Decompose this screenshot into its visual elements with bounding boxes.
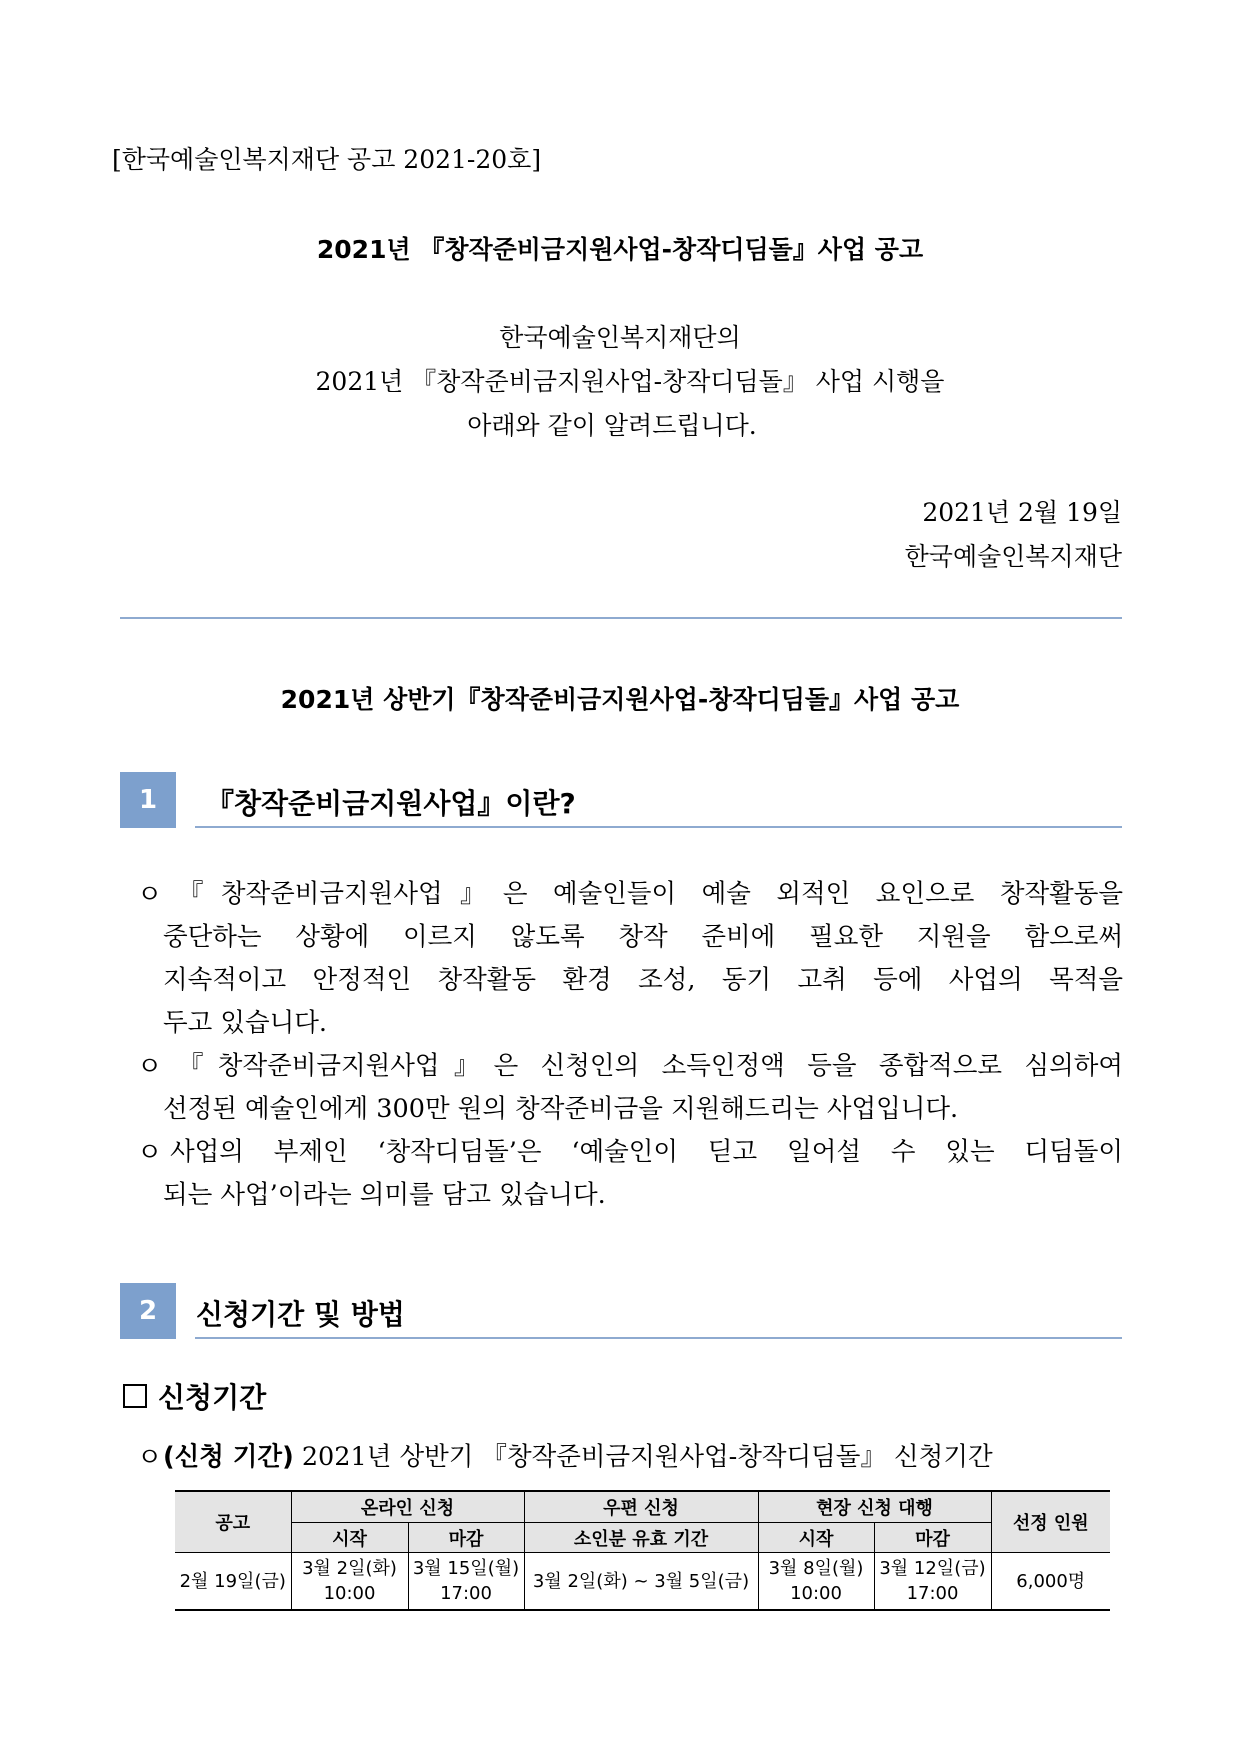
divider xyxy=(120,617,1122,619)
header-selected: 선정 인원 xyxy=(991,1491,1110,1553)
cell-selected: 6,000명 xyxy=(991,1553,1110,1611)
cell-online-end: 3월 15일(월) 17:00 xyxy=(408,1553,524,1611)
para-2-line-2: 선정된 예술인에게 300만 원의 창작준비금을 지원해드리는 사업입니다. xyxy=(163,1094,959,1124)
notice-date: 2021년 2월 19일 xyxy=(922,498,1122,527)
bullet-icon: ㅇ xyxy=(137,1052,163,1082)
header-online-end: 마감 xyxy=(408,1523,524,1553)
organization-name: 한국예술인복지재단 xyxy=(904,542,1122,571)
intro-line-3: 아래와 같이 알려드립니다. xyxy=(467,411,757,440)
bullet-icon: ㅇ xyxy=(137,880,163,910)
para-1-line-3: 지속적이고 안정적인 창작활동 환경 조성, 동기 고취 등에 사업의 목적을 xyxy=(163,965,1123,995)
period-text: 2021년 상반기 『창작준비금지원사업-창작디딤돌』 신청기간 xyxy=(293,1442,993,1472)
header-onsite-start: 시작 xyxy=(758,1523,874,1553)
header-online: 온라인 신청 xyxy=(291,1491,524,1523)
document-title: 2021년 『창작준비금지원사업-창작디딤돌』사업 공고 xyxy=(316,235,924,264)
header-onsite: 현장 신청 대행 xyxy=(758,1491,991,1523)
schedule-table xyxy=(175,1490,1110,1611)
para-3-line-2: 되는 사업’이라는 의미를 담고 있습니다. xyxy=(163,1180,606,1210)
section-2-number: 2 xyxy=(120,1283,176,1339)
para-3-line-1: 사업의 부제인 ‘창작디딤돌’은 ‘예술인이 딛고 일어설 수 있는 디딤돌이 xyxy=(170,1137,1123,1167)
cell-notice: 2월 19일(금) xyxy=(175,1553,291,1611)
para-1-line-2: 중단하는 상황에 이르지 않도록 창작 준비에 필요한 지원을 함으로써 xyxy=(163,922,1123,952)
cell-postal-period: 3월 2일(화) ~ 3월 5일(금) xyxy=(524,1553,758,1611)
para-1-line-1: 『창작준비금지원사업』은 예술인들이 예술 외적인 요인으로 창작활동을 xyxy=(178,879,1123,909)
para-2-line-1: 『창작준비금지원사업』은 신청인의 소득인정액 등을 종합적으로 심의하여 xyxy=(178,1051,1123,1081)
para-1-line-4: 두고 있습니다. xyxy=(163,1008,328,1038)
header-notice: 공고 xyxy=(175,1491,291,1553)
header-postmark: 소인분 유효 기간 xyxy=(524,1523,758,1553)
section-2-title: 신청기간 및 방법 xyxy=(196,1298,405,1331)
section-2-underline xyxy=(195,1337,1122,1339)
section-1-number: 1 xyxy=(120,772,176,828)
cell-online-start: 3월 2일(화) 10:00 xyxy=(291,1553,408,1611)
cell-onsite-start: 3월 8일(월) 10:00 xyxy=(758,1553,874,1611)
section-1-title: 『창작준비금지원사업』이란? xyxy=(206,787,576,820)
bullet-icon: ㅇ xyxy=(137,1443,163,1473)
header-onsite-end: 마감 xyxy=(874,1523,991,1553)
period-label: (신청 기간) xyxy=(163,1442,294,1472)
bullet-icon: ㅇ xyxy=(137,1138,163,1168)
header-postal: 우편 신청 xyxy=(524,1491,758,1523)
intro-line-2: 2021년 『창작준비금지원사업-창작디딤돌』 사업 시행을 xyxy=(315,367,945,396)
period-description xyxy=(163,1437,993,1473)
square-bullet-icon xyxy=(123,1384,147,1408)
section-1-underline xyxy=(195,826,1122,828)
table-row xyxy=(175,1553,1110,1611)
intro-line-1: 한국예술인복지재단의 xyxy=(499,323,741,352)
header-online-start: 시작 xyxy=(291,1523,408,1553)
cell-onsite-end: 3월 12일(금) 17:00 xyxy=(874,1553,991,1611)
notice-number: [한국예술인복지재단 공고 2021-20호] xyxy=(112,145,542,174)
subtitle: 2021년 상반기『창작준비금지원사업-창작디딤돌』사업 공고 xyxy=(280,685,960,714)
period-heading: 신청기간 xyxy=(158,1381,267,1414)
